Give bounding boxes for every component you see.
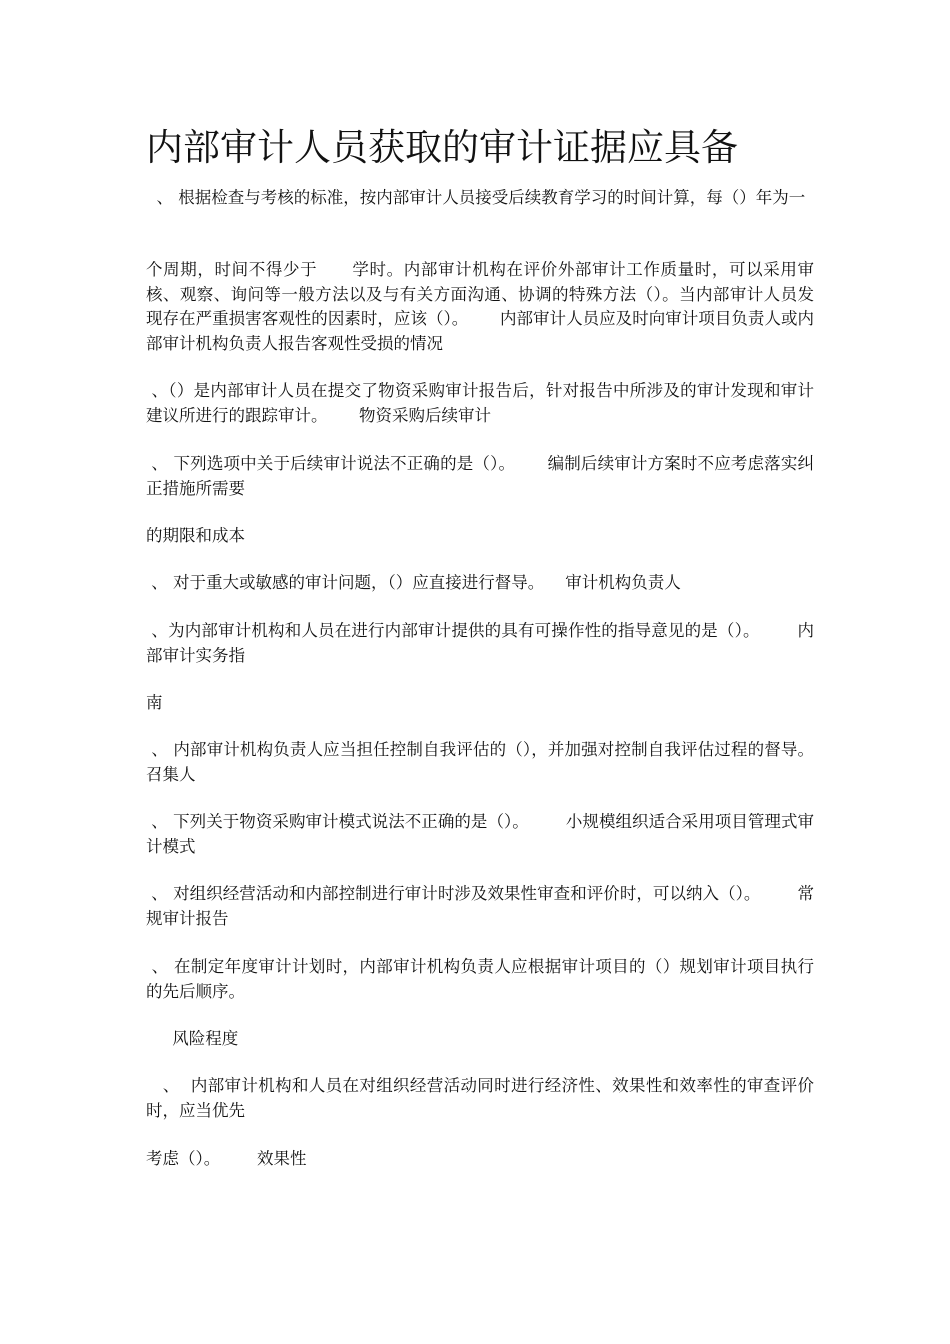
paragraph-9: 、 内部审计机构负责人应当担任控制自我评估的（），并加强对控制自我评估过程的督导。 召集人 xyxy=(146,740,830,784)
paragraph-7: 、为内部审计机构和人员在进行内部审计提供的具有可操作性的指导意见的是（）。 内部审计实务指 xyxy=(146,621,815,665)
paragraph-2: 个周期，时间不得少于 学时。内部审计机构在评价外部审计工作质量时，可以采用审核、观察、询问等一般方法以及与有关方面沟通、协调的特殊方法（）。当内部审计人员发现存在严重损害客观性的因素时，应该（）。 内部审计人员应及时向审计项目负责人或内部审计机构负责人报告客观性受损的情况 xyxy=(146,260,814,353)
paragraph-4: 、 下列选项中关于后续审计说法不正确的是（）。 编制后续审计方案时不应考虑落实纠正措施所需要 xyxy=(146,454,815,498)
paragraph-11: 、 对组织经营活动和内部控制进行审计时涉及效果性审查和评价时，可以纳入（）。 常规审计报告 xyxy=(146,884,814,928)
paragraph-13: 风险程度 xyxy=(146,1029,239,1048)
paragraph-14: 、 内部审计机构和人员在对组织经营活动同时进行经济性、效果性和效率性的审查评价时，应当优先 xyxy=(146,1076,814,1120)
paragraph-8: 南 xyxy=(146,693,163,712)
document-title: 内部审计人员获取的审计证据应具备 xyxy=(146,125,738,169)
paragraph-5: 的期限和成本 xyxy=(146,526,245,545)
paragraph-15: 考虑（）。 效果性 xyxy=(146,1149,307,1168)
paragraph-6: 、 对于重大或敏感的审计问题，（）应直接进行督导。 审计机构负责人 xyxy=(146,573,681,592)
paragraph-1: 、 根据检查与考核的标准，按内部审计人员接受后续教育学习的时间计算，每（）年为一 xyxy=(146,188,806,207)
paragraph-3: 、（）是内部审计人员在提交了物资采购审计报告后，针对报告中所涉及的审计发现和审计建议所进行的跟踪审计。 物资采购后续审计 xyxy=(146,381,815,425)
paragraph-12: 、 在制定年度审计计划时，内部审计机构负责人应根据审计项目的（）规划审计项目执行的先后顺序。 xyxy=(146,957,815,1001)
paragraph-10: 、 下列关于物资采购审计模式说法不正确的是（）。 小规模组织适合采用项目管理式审计模式 xyxy=(146,812,814,856)
